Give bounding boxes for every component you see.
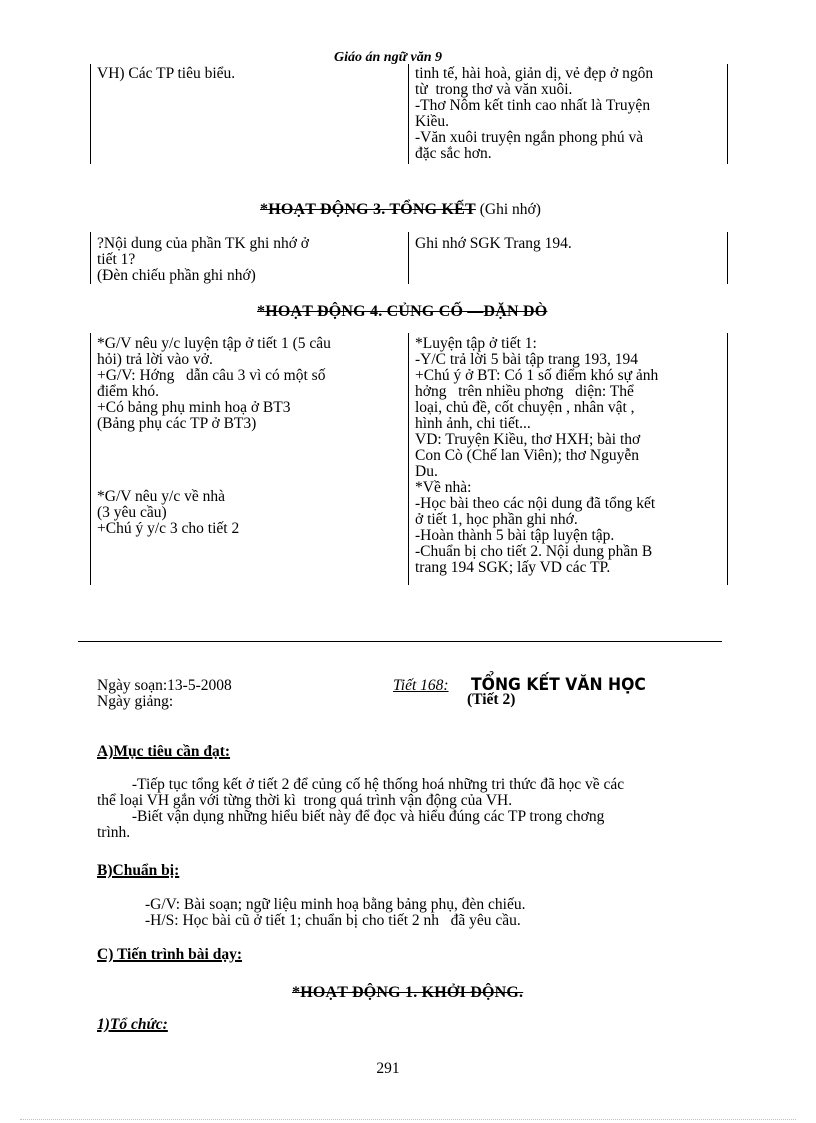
table1-border-right xyxy=(727,64,728,164)
table3-left-cell-a xyxy=(97,336,331,432)
table1-right-line: đặc sắc hơn. xyxy=(415,145,492,162)
table2-left-cell xyxy=(97,236,309,284)
table2-left-line: (Đèn chiếu phần ghi nhớ) xyxy=(97,267,256,284)
page-header-title: Giáo án ngữ văn 9 xyxy=(334,50,442,65)
table3-right-line: ở tiết 1, học phần ghi nhớ. xyxy=(415,511,578,528)
table3-right-line: -Chuẩn bị cho tiết 2. Nội dung phần B xyxy=(415,543,653,560)
table3-right-line: *Luyện tập ở tiết 1: xyxy=(415,335,537,352)
section-a-line: -Biết vận dụng những hiểu biết này để đọc và hiểu đúng các TP trong chơng xyxy=(97,808,605,825)
section-a-title: A)Mục tiêu cần đạt: xyxy=(97,743,231,760)
section-c-title: C) Tiến trình bài dạy: xyxy=(97,946,242,963)
table3-right-line: -Hoàn thành 5 bài tập luyện tập. xyxy=(415,527,615,544)
table3-right-line: *Về nhà: xyxy=(415,479,472,496)
table2-right-line: Ghi nhớ SGK Trang 194. xyxy=(415,235,572,252)
activity-4-title: *HOẠT ĐỘNG 4. CỦNG CỐ —DẶN DÒ xyxy=(257,303,548,320)
section-a-line: trình. xyxy=(97,824,131,841)
table3-left-line: +G/V: Hớng dẫn câu 3 vì có một số xyxy=(97,367,326,384)
table3-border-left xyxy=(90,333,91,585)
table1-left-line: VH) Các TP tiêu biểu. xyxy=(97,65,236,82)
table3-right-line: -Học bài theo các nội dung đã tổng kết xyxy=(415,495,656,512)
table3-left-line: điểm khó. xyxy=(97,383,159,400)
table2-border-left xyxy=(90,232,91,284)
table3-right-line: Du. xyxy=(415,463,438,480)
table1-right-line: Kiều. xyxy=(415,113,450,130)
table3-left-line: *G/V nêu y/c luyện tập ở tiết 1 (5 câu xyxy=(97,335,331,352)
table3-right-cell xyxy=(415,336,658,576)
table3-left-cell-b xyxy=(97,489,239,537)
table3-left-line: (3 yêu cầu) xyxy=(97,504,167,521)
section-a-line: thể loại VH gắn với từng thời kì trong quá trình vận động của VH. xyxy=(97,792,513,809)
table1-border-left xyxy=(90,64,91,164)
section-b-line: -G/V: Bài soạn; ngữ liệu minh hoạ bằng bảng phụ, đèn chiếu. xyxy=(145,896,526,913)
table3-left-line: +Chú ý y/c 3 cho tiết 2 xyxy=(97,520,240,537)
table1-right-cell xyxy=(415,66,653,162)
table3-right-line: trang 194 SGK; lấy VD các TP. xyxy=(415,559,611,576)
section-b-body xyxy=(145,897,525,929)
table3-right-line: hình ảnh, chi tiết... xyxy=(415,415,531,432)
activity-3-title: *HOẠT ĐỘNG 3. TỔNG KẾT xyxy=(260,201,476,218)
table3-left-line: *G/V nêu y/c về nhà xyxy=(97,488,225,505)
lesson-subtitle: (Tiết 2) xyxy=(467,691,516,708)
table3-right-line: hởng trên nhiều phơng diện: Thể xyxy=(415,383,634,400)
lesson-period: Tiết 168: xyxy=(393,677,449,694)
ngay-soan: Ngày soạn:13-5-2008 xyxy=(97,677,232,694)
ngay-giang: Ngày giảng: xyxy=(97,693,174,710)
table3-right-line: VD: Truyện Kiều, thơ HXH; bài thơ xyxy=(415,431,641,448)
section-b-line: -H/S: Học bài cũ ở tiết 1; chuẩn bị cho tiết 2 nh đã yêu cầu. xyxy=(145,912,521,929)
page-number: 291 xyxy=(376,1060,400,1077)
activity-3-heading xyxy=(260,201,541,219)
activity-3-note: (Ghi nhớ) xyxy=(479,201,541,218)
table3-right-line: loại, chủ đề, cốt chuyện , nhân vật , xyxy=(415,399,635,416)
activity-1-title: *HOẠT ĐỘNG 1. KHỞI ĐỘNG. xyxy=(292,984,524,1001)
table3-right-line: +Chú ý ở BT: Có 1 số điểm khó sự ảnh xyxy=(415,367,659,384)
table2-border-right xyxy=(727,232,728,284)
table3-left-line: +Có bảng phụ minh hoạ ở BT3 xyxy=(97,399,291,416)
page-separator xyxy=(78,641,722,642)
table1-border-middle xyxy=(408,64,409,164)
bottom-dotted-line xyxy=(20,1119,796,1120)
table2-left-line: tiết 1? xyxy=(97,251,136,268)
table3-left-line: hỏi) trả lời vào vở. xyxy=(97,351,213,368)
table2-border-middle xyxy=(408,232,409,284)
table1-right-line: từ trong thơ và văn xuôi. xyxy=(415,81,573,98)
section-c1-title: 1)Tổ chức: xyxy=(97,1016,168,1033)
table3-right-line: -Y/C trả lời 5 bài tập trang 193, 194 xyxy=(415,351,639,368)
section-b-title: B)Chuẩn bị: xyxy=(97,862,180,879)
lesson-title: TỔNG KẾT VĂN HỌC xyxy=(471,675,646,695)
table1-right-line: tinh tế, hài hoà, giản dị, vẻ đẹp ở ngôn xyxy=(415,65,654,82)
section-a-body xyxy=(97,777,624,841)
table3-border-right xyxy=(727,333,728,585)
table2-left-line: ?Nội dung của phần TK ghi nhớ ở xyxy=(97,235,309,252)
table3-left-line: (Bảng phụ các TP ở BT3) xyxy=(97,415,257,432)
table1-right-line: -Văn xuôi truyện ngắn phong phú và xyxy=(415,129,644,146)
table3-border-middle xyxy=(408,333,409,585)
table1-right-line: -Thơ Nôm kết tinh cao nhất là Truyện xyxy=(415,97,651,114)
section-a-line: -Tiếp tục tổng kết ở tiết 2 để củng cố hệ thống hoá những tri thức đã học về các xyxy=(97,776,625,793)
table3-right-line: Con Cò (Chế lan Viên); thơ Nguyễn xyxy=(415,447,639,464)
